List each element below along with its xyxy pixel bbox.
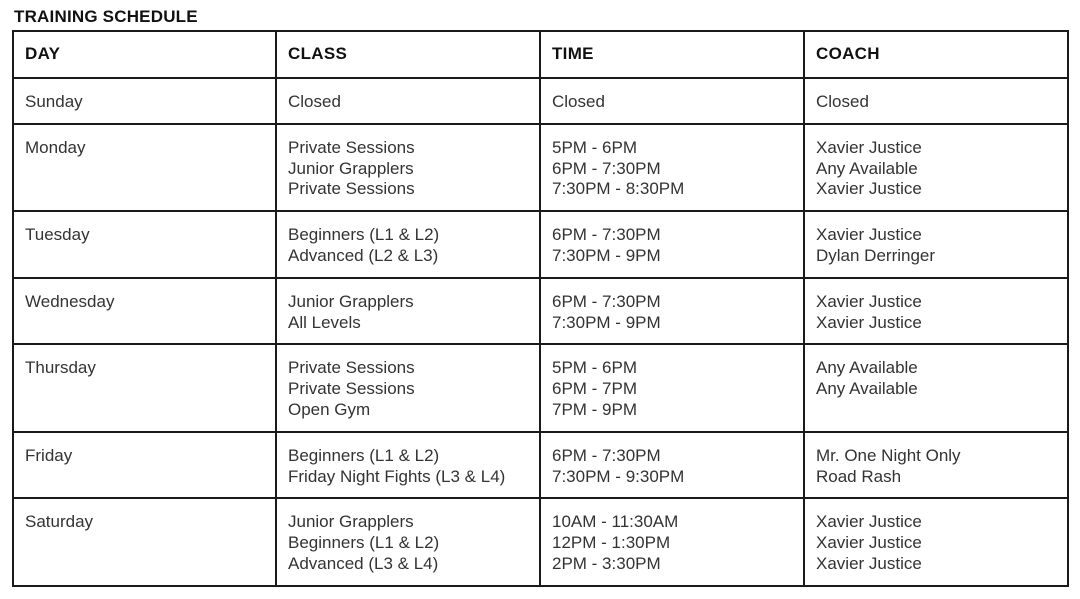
class-cell [276,78,540,124]
coach-name: Road Rash [816,466,902,486]
coach-name: Xavier Justice [816,553,922,573]
coach-name: Any Available [816,358,918,378]
time-cell [540,78,804,124]
coach-name: Xavier Justice [816,137,922,157]
time-range: 7PM - 9PM [552,399,638,419]
class-name: Junior Grapplers [288,158,414,178]
day-label: Monday [25,137,86,157]
table-row [13,432,1068,499]
coach-cell [804,344,1068,431]
table-row [13,278,1068,345]
day-label: Saturday [25,512,94,532]
time-range: 12PM - 1:30PM [552,533,671,553]
time-range: 7:30PM - 9:30PM [552,466,685,486]
coach-name: Mr. One Night Only [816,445,961,465]
coach-name: Any Available [816,379,918,399]
header-coach: COACH [804,31,1068,78]
day-cell [13,432,276,499]
time-range: 7:30PM - 9PM [552,245,661,265]
class-name: Open Gym [288,399,371,419]
time-range: 7:30PM - 9PM [552,312,661,332]
coach-cell [804,432,1068,499]
day-cell [13,124,276,211]
class-name: Beginners (L1 & L2) [288,225,440,245]
day-label: Wednesday [25,291,115,311]
table-row [13,211,1068,278]
class-name: Advanced (L3 & L4) [288,553,439,573]
coach-name: Xavier Justice [816,312,922,332]
coach-cell [804,78,1068,124]
class-name: Closed [288,92,341,111]
class-name: Advanced (L2 & L3) [288,245,439,265]
class-name: Private Sessions [288,379,415,399]
class-cell [276,278,540,345]
time-range: Closed [552,92,605,111]
class-name: Junior Grapplers [288,512,414,532]
class-name: All Levels [288,312,361,332]
class-name: Friday Night Fights (L3 & L4) [288,466,506,486]
time-cell [540,278,804,345]
table-row [13,78,1068,124]
class-name: Private Sessions [288,179,415,199]
time-cell [540,498,804,585]
table-row [13,124,1068,211]
day-cell [13,344,276,431]
coach-name: Xavier Justice [816,179,922,199]
class-name: Private Sessions [288,137,415,157]
coach-name: Xavier Justice [816,533,922,553]
class-cell [276,498,540,585]
time-range: 5PM - 6PM [552,358,638,378]
time-range: 2PM - 3:30PM [552,553,661,573]
class-name: Junior Grapplers [288,291,414,311]
day-label: Friday [25,445,73,465]
day-cell [13,211,276,278]
coach-cell [804,124,1068,211]
time-range: 7:30PM - 8:30PM [552,179,685,199]
table-body [13,78,1068,586]
header-class: CLASS [276,31,540,78]
table-row [13,498,1068,585]
time-range: 6PM - 7:30PM [552,291,661,311]
day-cell [13,78,276,124]
time-cell [540,432,804,499]
day-label: Thursday [25,358,96,378]
class-name: Private Sessions [288,358,415,378]
coach-cell [804,498,1068,585]
page-title: TRAINING SCHEDULE [14,7,198,26]
time-range: 6PM - 7PM [552,379,638,399]
day-cell [13,278,276,345]
time-cell [540,124,804,211]
time-range: 6PM - 7:30PM [552,225,661,245]
header-day: DAY [13,31,276,78]
coach-name: Dylan Derringer [816,245,936,265]
coach-name: Xavier Justice [816,291,922,311]
header-time: TIME [540,31,804,78]
coach-name: Xavier Justice [816,225,922,245]
class-cell [276,344,540,431]
coach-name: Closed [816,92,869,111]
day-label: Sunday [25,92,83,111]
header-row [13,31,1068,78]
time-range: 6PM - 7:30PM [552,158,661,178]
class-cell [276,124,540,211]
class-name: Beginners (L1 & L2) [288,445,440,465]
day-cell [13,498,276,585]
table-header [13,31,1068,78]
time-cell [540,344,804,431]
time-range: 5PM - 6PM [552,137,638,157]
coach-cell [804,211,1068,278]
time-cell [540,211,804,278]
time-range: 10AM - 11:30AM [552,512,679,532]
coach-name: Any Available [816,158,918,178]
schedule-table [12,30,1069,587]
table-row [13,344,1068,431]
class-cell [276,211,540,278]
day-label: Tuesday [25,225,90,245]
class-name: Beginners (L1 & L2) [288,533,440,553]
time-range: 6PM - 7:30PM [552,445,661,465]
coach-cell [804,278,1068,345]
coach-name: Xavier Justice [816,512,922,532]
class-cell [276,432,540,499]
